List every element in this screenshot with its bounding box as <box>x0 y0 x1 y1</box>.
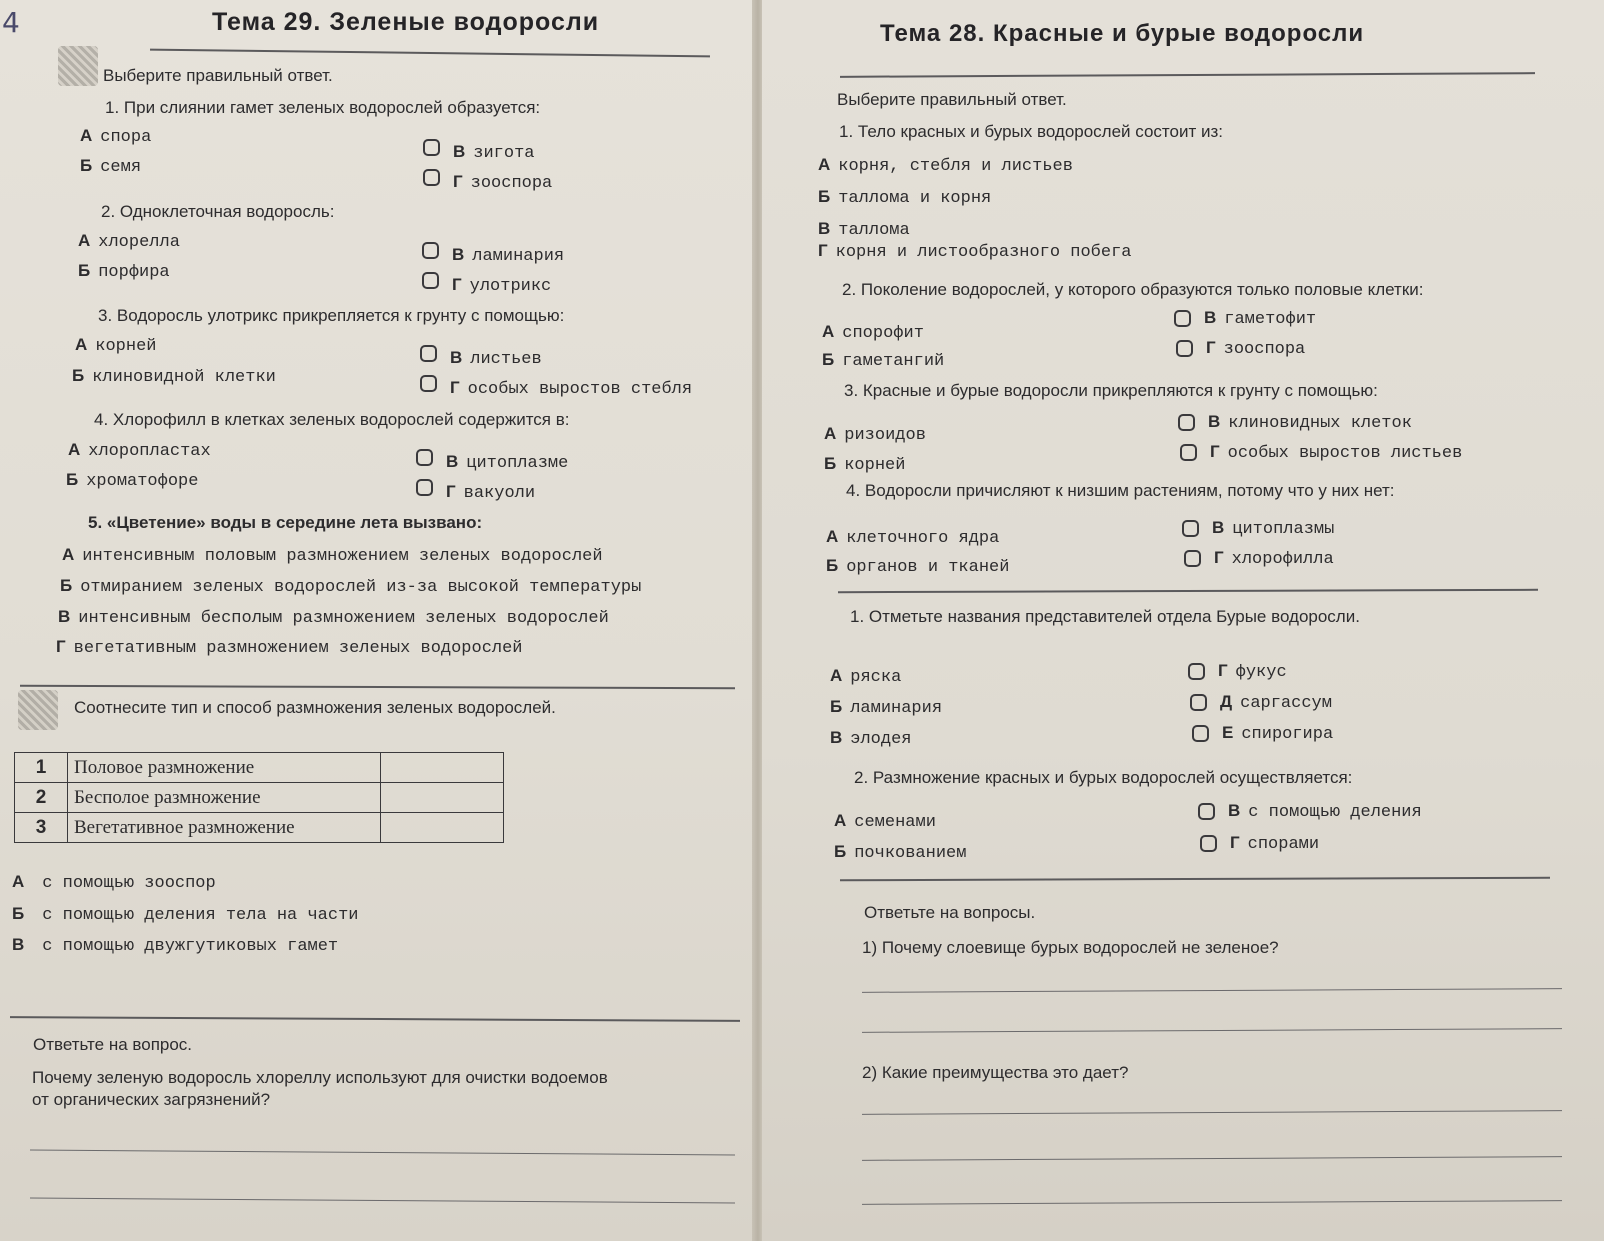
left-q4-option-d[interactable]: Г вакуоли <box>446 482 536 503</box>
right-q3-option-a[interactable]: А ризоидов <box>824 424 926 445</box>
answer-cell[interactable] <box>381 783 504 813</box>
right-q1-option-b[interactable]: Б таллома и корня <box>818 187 992 208</box>
task-icon <box>58 46 98 86</box>
match-instruction: Соотнесите тип и способ размножения зеленых водорослей. <box>74 698 556 717</box>
right-q3-option-b[interactable]: Б корней <box>824 454 906 475</box>
answer-line[interactable] <box>30 1198 735 1204</box>
right-page-title: Тема 28. Красные и бурые водоросли <box>880 20 1365 47</box>
row-number: 1 <box>15 753 68 783</box>
left-instruction: Выберите правильный ответ. <box>103 66 333 85</box>
left-q2-option-c[interactable]: В ламинария <box>452 245 565 266</box>
right-s2-q1-option-f[interactable]: Е спирогира <box>1222 723 1334 744</box>
right-s2-question-2: 2. Размножение красных и бурых водорослей осуществляется: <box>854 768 1353 787</box>
left-question-1: 1. При слиянии гамет зеленых водорослей образуется: <box>105 98 541 117</box>
match-table <box>14 752 504 843</box>
right-instruction: Выберите правильный ответ. <box>837 90 1067 109</box>
table-row <box>15 753 504 783</box>
left-q3-checkbox-c[interactable] <box>420 345 437 362</box>
left-q1-checkbox-d[interactable] <box>423 169 440 186</box>
answer-cell[interactable] <box>381 753 504 783</box>
left-q3-option-a[interactable]: А корней <box>75 335 157 356</box>
left-question-5: 5. «Цветение» воды в середине лета вызвано: <box>88 513 483 532</box>
row-label: Половое размножение <box>68 753 381 783</box>
right-q2-checkbox-d[interactable] <box>1176 340 1193 357</box>
title-underline <box>150 49 710 58</box>
right-s2-q1-option-b[interactable]: Б ламинария <box>830 697 943 718</box>
answer-line[interactable] <box>862 1110 1562 1115</box>
table-row <box>15 783 504 813</box>
left-q4-option-b[interactable]: Б хроматофоре <box>66 470 199 491</box>
title-underline <box>840 72 1535 78</box>
table-row <box>15 813 504 843</box>
right-q1-option-d[interactable]: Г корня и листообразного побега <box>818 241 1132 262</box>
left-q1-option-d[interactable]: Г зооспора <box>453 172 553 193</box>
left-q1-option-c[interactable]: В зигота <box>453 142 535 163</box>
left-q5-option-a[interactable]: А интенсивным половым размножением зеленых водорослей <box>62 545 603 566</box>
right-s2-q2-checkbox-c[interactable] <box>1198 803 1215 820</box>
answer-instruction: Ответьте на вопрос. <box>33 1035 193 1054</box>
left-q3-option-b[interactable]: Б клиновидной клетки <box>72 366 276 387</box>
answer-line[interactable] <box>862 1028 1562 1033</box>
right-s2-q1-checkbox-f[interactable] <box>1192 725 1209 742</box>
right-q1-option-c[interactable]: В таллома <box>818 219 910 240</box>
row-label: Бесполое размножение <box>68 783 381 813</box>
left-question-4: 4. Хлорофилл в клетках зеленых водорослей содержится в: <box>94 410 570 429</box>
section-divider <box>20 685 735 689</box>
right-s2-q1-option-e[interactable]: Д саргассум <box>1220 692 1332 713</box>
right-q3-option-d[interactable]: Г особых выростов листьев <box>1210 442 1463 463</box>
row-number: 3 <box>15 813 68 843</box>
left-q4-option-a[interactable]: А хлоропластах <box>68 440 211 461</box>
left-q4-checkbox-c[interactable] <box>416 449 433 466</box>
right-q4-option-d[interactable]: Г хлорофилла <box>1214 548 1334 569</box>
left-page-title: Тема 29. Зеленые водоросли <box>212 8 600 36</box>
match-option-a: А с помощью зооспор <box>12 872 216 893</box>
right-q2-checkbox-c[interactable] <box>1174 310 1191 327</box>
left-q4-checkbox-d[interactable] <box>416 479 433 496</box>
left-q2-option-a[interactable]: А хлорелла <box>78 231 180 252</box>
right-s2-q2-option-d[interactable]: Г спорами <box>1230 833 1320 854</box>
left-q3-option-d[interactable]: Г особых выростов стебля <box>450 378 693 399</box>
left-q1-option-b[interactable]: Б семя <box>80 156 142 177</box>
answer-line[interactable] <box>862 1200 1562 1205</box>
section-divider <box>10 1016 740 1022</box>
right-s2-q1-option-c[interactable]: В элодея <box>830 728 912 749</box>
right-q2-option-c[interactable]: В гаметофит <box>1204 308 1317 329</box>
right-s2-q1-option-d[interactable]: Г фукус <box>1218 661 1287 682</box>
answer-instruction: Ответьте на вопросы. <box>864 903 1036 922</box>
right-s2-q2-option-c[interactable]: В с помощью деления <box>1228 801 1422 822</box>
left-page <box>0 0 755 1241</box>
left-q2-option-b[interactable]: Б порфира <box>78 261 170 282</box>
right-q4-checkbox-c[interactable] <box>1182 520 1199 537</box>
left-q3-option-c[interactable]: В листьев <box>450 348 542 369</box>
right-question-1: 1. Тело красных и бурых водорослей состоит из: <box>839 122 1223 141</box>
right-s2-q2-option-b[interactable]: Б почкованием <box>834 842 967 863</box>
right-q3-option-c[interactable]: В клиновидных клеток <box>1208 412 1412 433</box>
left-q5-option-c[interactable]: В интенсивным бесполым размножением зеленых водорослей <box>58 607 609 628</box>
right-q3-checkbox-c[interactable] <box>1178 414 1195 431</box>
left-q5-option-b[interactable]: Б отмиранием зеленых водорослей из-за высокой температуры <box>60 576 642 597</box>
right-question-3: 3. Красные и бурые водоросли прикрепляются к грунту с помощью: <box>844 381 1378 400</box>
right-s2-q1-option-a[interactable]: А ряска <box>830 666 902 687</box>
left-q3-checkbox-d[interactable] <box>420 375 437 392</box>
right-q3-checkbox-d[interactable] <box>1180 444 1197 461</box>
pencil-mark-4: 4 <box>2 6 20 39</box>
section-divider <box>838 589 1538 593</box>
right-q4-option-c[interactable]: В цитоплазмы <box>1212 518 1335 539</box>
answer-question-1: 1) Почему слоевище бурых водорослей не зеленое? <box>862 938 1279 957</box>
right-q2-option-b[interactable]: Б гаметангий <box>822 350 945 371</box>
right-s2-q2-checkbox-d[interactable] <box>1200 835 1217 852</box>
right-s2-q1-checkbox-d[interactable] <box>1188 663 1205 680</box>
right-s2-question-1: 1. Отметьте названия представителей отдела Бурые водоросли. <box>850 607 1360 626</box>
answer-question-line2: от органических загрязнений? <box>32 1090 271 1109</box>
answer-line[interactable] <box>862 988 1562 993</box>
answer-cell[interactable] <box>381 813 504 843</box>
left-q1-option-a[interactable]: А спора <box>80 126 152 147</box>
left-q2-checkbox-d[interactable] <box>422 272 439 289</box>
match-option-b: Б с помощью деления тела на части <box>12 904 359 925</box>
right-page <box>762 0 1604 1241</box>
row-label: Вегетативное размножение <box>68 813 381 843</box>
left-question-3: 3. Водоросль улотрикс прикрепляется к грунту с помощью: <box>98 306 565 325</box>
section-divider <box>840 877 1550 881</box>
match-task-icon <box>18 690 58 730</box>
right-q4-option-a[interactable]: А клеточного ядра <box>826 527 1000 548</box>
answer-line[interactable] <box>862 1156 1562 1161</box>
right-s2-q2-option-a[interactable]: А семенами <box>834 811 936 832</box>
right-question-2: 2. Поколение водорослей, у которого образуются только половые клетки: <box>842 280 1424 299</box>
left-q2-option-d[interactable]: Г улотрикс <box>452 275 552 296</box>
right-q4-checkbox-d[interactable] <box>1184 550 1201 567</box>
match-option-c: В с помощью двужгутиковых гамет <box>12 935 339 956</box>
left-q5-option-d[interactable]: Г вегетативным размножением зеленых водорослей <box>56 637 523 658</box>
answer-question-line1: Почему зеленую водоросль хлореллу используют для очистки водоемов <box>32 1068 608 1087</box>
left-q2-checkbox-c[interactable] <box>422 242 439 259</box>
row-number: 2 <box>15 783 68 813</box>
left-question-2: 2. Одноклеточная водоросль: <box>101 202 335 221</box>
right-q4-option-b[interactable]: Б органов и тканей <box>826 556 1010 577</box>
right-s2-q1-checkbox-e[interactable] <box>1190 694 1207 711</box>
answer-line[interactable] <box>30 1150 735 1156</box>
right-q2-option-a[interactable]: А спорофит <box>822 322 924 343</box>
left-q1-checkbox-c[interactable] <box>423 139 440 156</box>
answer-question-2: 2) Какие преимущества это дает? <box>862 1063 1129 1082</box>
right-question-4: 4. Водоросли причисляют к низшим растениям, потому что у них нет: <box>846 481 1395 500</box>
right-q1-option-a[interactable]: А корня, стебля и листьев <box>818 155 1073 176</box>
left-q4-option-c[interactable]: В цитоплазме <box>446 452 569 473</box>
right-q2-option-d[interactable]: Г зооспора <box>1206 338 1306 359</box>
